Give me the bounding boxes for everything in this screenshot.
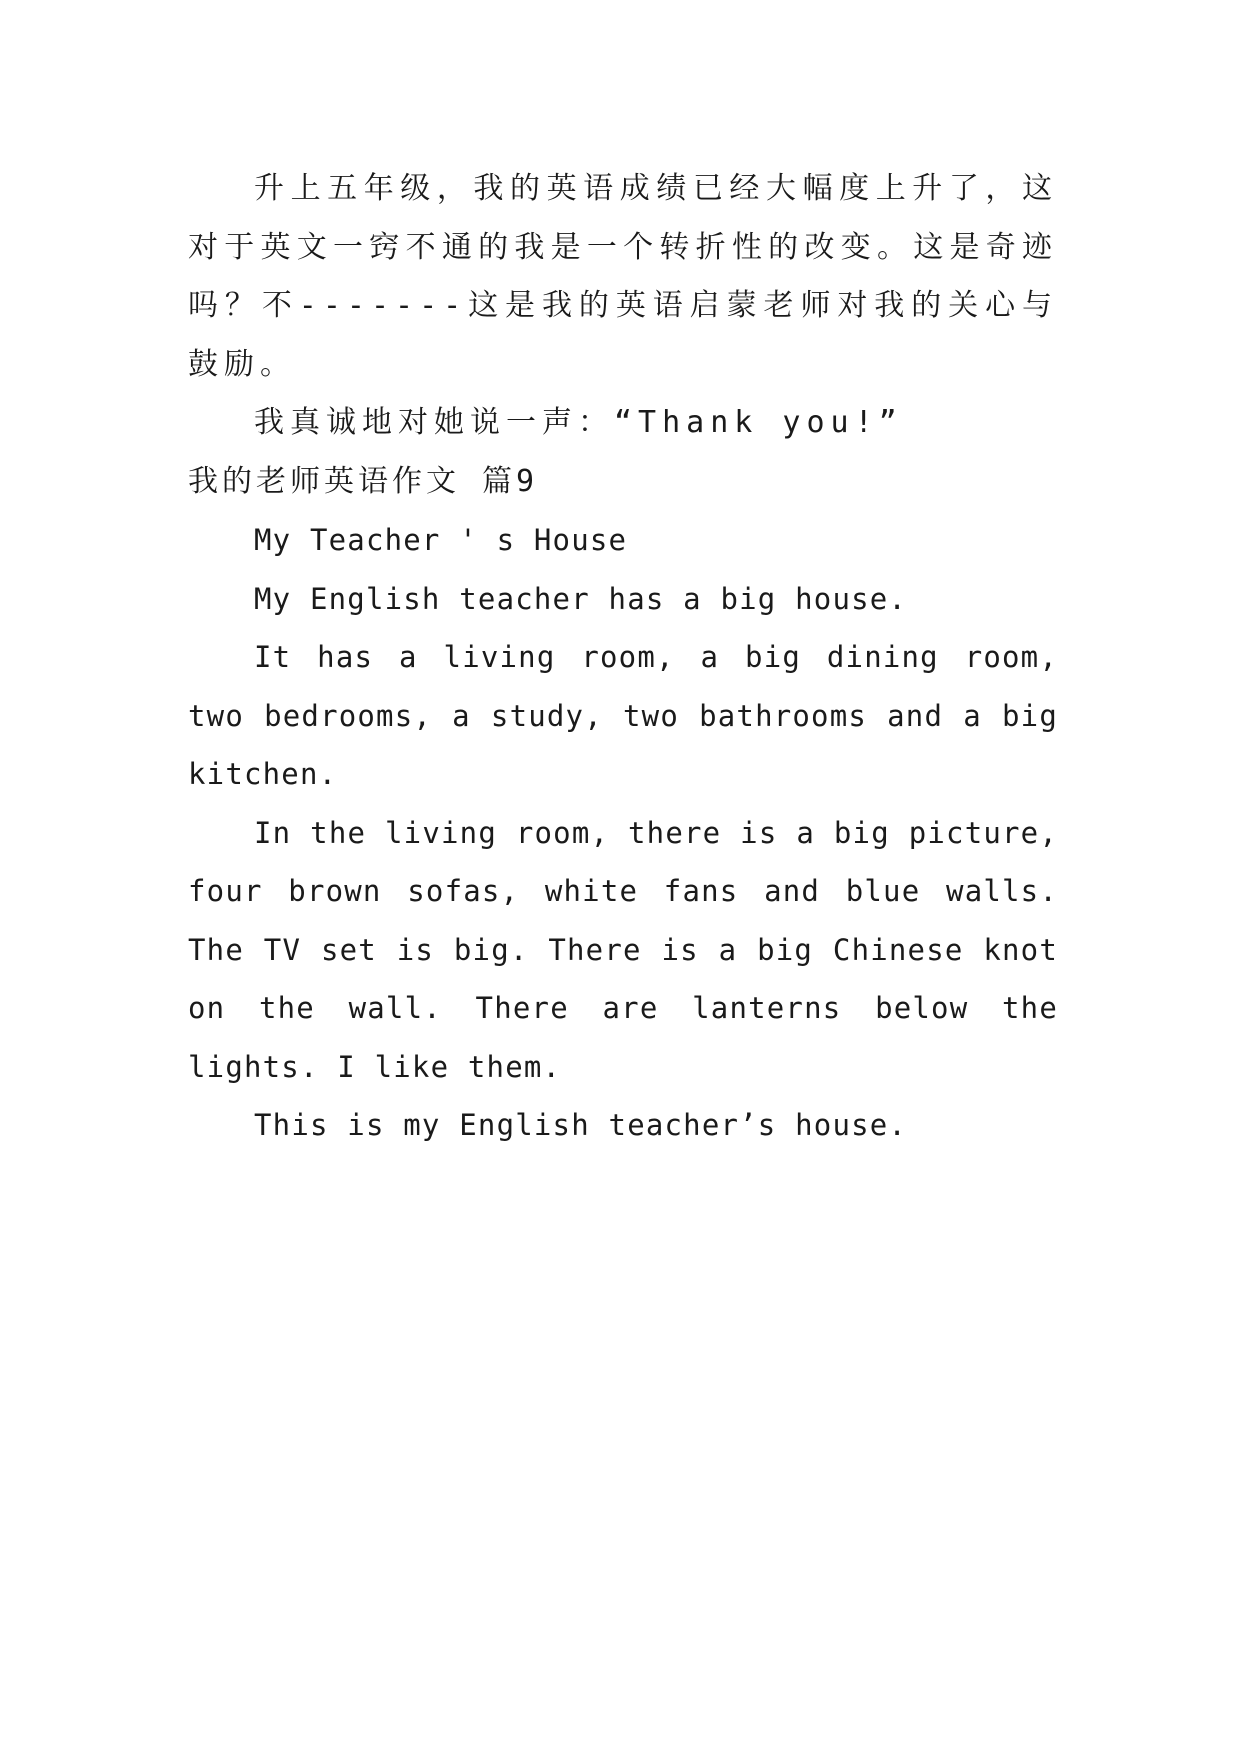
- document-body: [188, 160, 1058, 1155]
- essay-title: My Teacher ' s House: [254, 523, 628, 557]
- essay-sentence-1: My English teacher has a big house.: [254, 581, 908, 616]
- section-heading: 我的老师英语作文 篇9: [188, 463, 539, 499]
- essay-sentence-2: It has a living room, a big dining room, two bedrooms, a study, two bathrooms and a big kitchen.: [188, 640, 1058, 791]
- essay-sentence-4: This is my English teacher’s house.: [254, 1108, 908, 1142]
- essay-sentence-3: In the living room, there is a big picture, four brown sofas, white fans and blue walls. The TV set is big. There is a big Chinese knot on the wall. There are lanterns below the lights. I like them.: [188, 815, 1058, 1084]
- intro-paragraph: 升上五年级，我的英语成绩已经大幅度上升了，这对于英文一窍不通的我是一个转折性的改变。这是奇迹吗？不-------这是我的英语启蒙老师对我的关心与鼓励。: [188, 171, 1058, 382]
- thanks-paragraph: 我真诚地对她说一声：“Thank you!”: [254, 405, 903, 440]
